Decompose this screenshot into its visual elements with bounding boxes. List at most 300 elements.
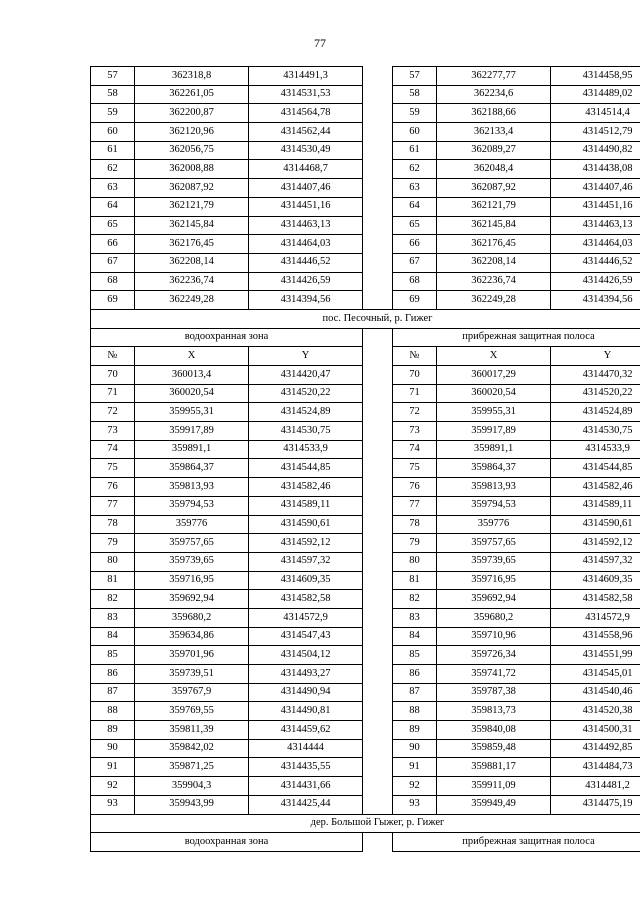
point-number: 81 <box>91 571 135 590</box>
y-coordinate: 4314592,12 <box>551 534 640 553</box>
y-coordinate: 4314490,82 <box>551 141 640 160</box>
point-number: 61 <box>91 141 135 160</box>
x-coordinate: 359716,95 <box>135 571 249 590</box>
y-coordinate: 4314463,13 <box>249 216 363 235</box>
point-number: 90 <box>91 739 135 758</box>
column-gap <box>363 291 393 310</box>
table-row <box>91 123 640 142</box>
column-gap <box>363 608 393 627</box>
y-coordinate: 4314504,12 <box>249 646 363 665</box>
x-coordinate: 359692,94 <box>437 590 551 609</box>
section-title: дер. Большой Гыжег, р. Гижег <box>91 814 640 833</box>
point-number: 85 <box>91 646 135 665</box>
y-coordinate: 4314481,2 <box>551 777 640 796</box>
y-coordinate: 4314597,32 <box>551 552 640 571</box>
table-row <box>91 366 640 385</box>
point-number: 80 <box>91 552 135 571</box>
x-coordinate: 359949,49 <box>437 795 551 814</box>
x-coordinate: 359881,17 <box>437 758 551 777</box>
zone-header-left: водоохранная зона <box>91 833 363 852</box>
column-gap <box>363 795 393 814</box>
x-coordinate: 359757,65 <box>437 534 551 553</box>
x-coordinate: 362200,87 <box>135 104 249 123</box>
column-gap <box>363 758 393 777</box>
x-coordinate: 360017,29 <box>437 366 551 385</box>
y-coordinate: 4314609,35 <box>249 571 363 590</box>
column-gap <box>363 347 393 366</box>
table-row <box>91 608 640 627</box>
table-row <box>91 534 640 553</box>
column-gap <box>363 384 393 403</box>
point-number: 58 <box>393 85 437 104</box>
point-number: 82 <box>393 590 437 609</box>
table-row <box>91 795 640 814</box>
y-coordinate: 4314544,85 <box>249 459 363 478</box>
page-number: 77 <box>314 36 326 50</box>
point-number: 63 <box>91 179 135 198</box>
column-gap <box>363 67 393 86</box>
point-number: 89 <box>91 721 135 740</box>
column-gap <box>363 85 393 104</box>
x-coordinate: 362236,74 <box>437 272 551 291</box>
x-coordinate: 362133,4 <box>437 123 551 142</box>
x-coordinate: 359943,99 <box>135 795 249 814</box>
point-number: 66 <box>91 235 135 254</box>
x-coordinate: 362145,84 <box>437 216 551 235</box>
point-number: 68 <box>393 272 437 291</box>
y-coordinate: 4314533,9 <box>249 440 363 459</box>
column-gap <box>363 459 393 478</box>
point-number: 57 <box>393 67 437 86</box>
x-coordinate: 359680,2 <box>437 608 551 627</box>
y-coordinate: 4314470,32 <box>551 366 640 385</box>
y-coordinate: 4314463,13 <box>551 216 640 235</box>
x-coordinate: 359776 <box>135 515 249 534</box>
table-row <box>91 384 640 403</box>
x-coordinate: 359859,48 <box>437 739 551 758</box>
column-gap <box>363 777 393 796</box>
table-row <box>91 403 640 422</box>
x-coordinate: 359716,95 <box>437 571 551 590</box>
y-coordinate: 4314544,85 <box>551 459 640 478</box>
column-gap <box>363 123 393 142</box>
y-coordinate: 4314490,94 <box>249 683 363 702</box>
y-coordinate: 4314533,9 <box>551 440 640 459</box>
y-coordinate: 4314490,81 <box>249 702 363 721</box>
point-number: 63 <box>393 179 437 198</box>
y-coordinate: 4314426,59 <box>551 272 640 291</box>
point-number: 76 <box>91 478 135 497</box>
y-coordinate: 4314446,52 <box>551 253 640 272</box>
table-row <box>91 552 640 571</box>
point-number: 62 <box>393 160 437 179</box>
x-coordinate: 362208,14 <box>135 253 249 272</box>
column-gap <box>363 272 393 291</box>
table-row <box>91 216 640 235</box>
y-coordinate: 4314589,11 <box>249 496 363 515</box>
column-gap <box>363 683 393 702</box>
x-coordinate: 362056,75 <box>135 141 249 160</box>
point-number: 88 <box>91 702 135 721</box>
point-number: 90 <box>393 739 437 758</box>
x-coordinate: 359680,2 <box>135 608 249 627</box>
x-coordinate: 359726,34 <box>437 646 551 665</box>
point-number: 69 <box>91 291 135 310</box>
table-row <box>91 683 640 702</box>
point-number: 93 <box>91 795 135 814</box>
y-coordinate: 4314590,61 <box>249 515 363 534</box>
table-row <box>91 160 640 179</box>
point-number: 65 <box>91 216 135 235</box>
y-coordinate: 4314493,27 <box>249 665 363 684</box>
y-coordinate: 4314540,46 <box>551 683 640 702</box>
point-number: 76 <box>393 478 437 497</box>
x-coordinate: 362089,27 <box>437 141 551 160</box>
table-row <box>91 515 640 534</box>
column-gap <box>363 702 393 721</box>
y-coordinate: 4314451,16 <box>551 197 640 216</box>
x-coordinate: 360020,54 <box>437 384 551 403</box>
column-gap <box>363 235 393 254</box>
point-number: 87 <box>91 683 135 702</box>
y-coordinate: 4314582,58 <box>249 590 363 609</box>
x-coordinate: 362208,14 <box>437 253 551 272</box>
point-number: 78 <box>393 515 437 534</box>
x-coordinate: 359787,38 <box>437 683 551 702</box>
column-header-row <box>91 347 640 366</box>
column-gap <box>363 552 393 571</box>
x-coordinate: 362121,79 <box>135 197 249 216</box>
point-number: 79 <box>91 534 135 553</box>
column-gap <box>363 104 393 123</box>
point-number: 86 <box>393 665 437 684</box>
point-number: 92 <box>91 777 135 796</box>
point-number: 58 <box>91 85 135 104</box>
y-coordinate: 4314589,11 <box>551 496 640 515</box>
x-coordinate: 362048,4 <box>437 160 551 179</box>
point-number: 70 <box>91 366 135 385</box>
point-number: 71 <box>91 384 135 403</box>
x-coordinate: 362188,66 <box>437 104 551 123</box>
y-coordinate: 4314431,66 <box>249 777 363 796</box>
x-coordinate: 359813,93 <box>437 478 551 497</box>
point-number: 91 <box>91 758 135 777</box>
y-coordinate: 4314551,99 <box>551 646 640 665</box>
point-number: 74 <box>91 440 135 459</box>
y-coordinate: 4314609,35 <box>551 571 640 590</box>
y-coordinate: 4314558,96 <box>551 627 640 646</box>
column-gap <box>363 478 393 497</box>
y-coordinate: 4314492,85 <box>551 739 640 758</box>
x-coordinate: 359767,9 <box>135 683 249 702</box>
x-coordinate: 359701,96 <box>135 646 249 665</box>
x-coordinate: 359871,25 <box>135 758 249 777</box>
point-number: 81 <box>393 571 437 590</box>
y-coordinate: 4314459,62 <box>249 721 363 740</box>
y-coordinate: 4314500,31 <box>551 721 640 740</box>
y-coordinate: 4314520,38 <box>551 702 640 721</box>
y-coordinate: 4314582,46 <box>249 478 363 497</box>
y-coordinate: 4314530,49 <box>249 141 363 160</box>
x-coordinate: 362008,88 <box>135 160 249 179</box>
y-coordinate: 4314572,9 <box>551 608 640 627</box>
x-coordinate: 362261,05 <box>135 85 249 104</box>
x-coordinate: 359955,31 <box>135 403 249 422</box>
y-coordinate: 4314524,89 <box>249 403 363 422</box>
y-coordinate: 4314407,46 <box>249 179 363 198</box>
point-number: 72 <box>393 403 437 422</box>
x-coordinate: 362145,84 <box>135 216 249 235</box>
y-coordinate: 4314545,01 <box>551 665 640 684</box>
table-row <box>91 758 640 777</box>
column-gap <box>363 534 393 553</box>
x-coordinate: 359794,53 <box>437 496 551 515</box>
point-number: 89 <box>393 721 437 740</box>
x-coordinate: 359769,55 <box>135 702 249 721</box>
y-coordinate: 4314420,47 <box>249 366 363 385</box>
y-coordinate: 4314562,44 <box>249 123 363 142</box>
column-gap <box>363 160 393 179</box>
column-gap <box>363 721 393 740</box>
x-coordinate: 359911,09 <box>437 777 551 796</box>
point-number: 66 <box>393 235 437 254</box>
table-row <box>91 721 640 740</box>
point-number: 92 <box>393 777 437 796</box>
point-number: 88 <box>393 702 437 721</box>
y-coordinate: 4314451,16 <box>249 197 363 216</box>
y-coordinate: 4314547,43 <box>249 627 363 646</box>
x-coordinate: 359710,96 <box>437 627 551 646</box>
y-coordinate: 4314444 <box>249 739 363 758</box>
y-coordinate: 4314531,53 <box>249 85 363 104</box>
point-number: 85 <box>393 646 437 665</box>
column-gap <box>363 253 393 272</box>
y-coordinate: 4314435,55 <box>249 758 363 777</box>
y-coordinate: 4314458,95 <box>551 67 640 86</box>
point-number: 59 <box>393 104 437 123</box>
point-number: 82 <box>91 590 135 609</box>
point-number: 78 <box>91 515 135 534</box>
point-number: 64 <box>91 197 135 216</box>
point-number: 60 <box>91 123 135 142</box>
point-number: 74 <box>393 440 437 459</box>
y-coordinate: 4314491,3 <box>249 67 363 86</box>
column-header: X <box>135 347 249 366</box>
y-coordinate: 4314572,9 <box>249 608 363 627</box>
y-coordinate: 4314512,79 <box>551 123 640 142</box>
table-row <box>91 141 640 160</box>
x-coordinate: 362249,28 <box>437 291 551 310</box>
x-coordinate: 362120,96 <box>135 123 249 142</box>
y-coordinate: 4314582,46 <box>551 478 640 497</box>
x-coordinate: 362087,92 <box>437 179 551 198</box>
table-row <box>91 777 640 796</box>
column-gap <box>363 496 393 515</box>
table-row <box>91 197 640 216</box>
point-number: 68 <box>91 272 135 291</box>
table-row <box>91 85 640 104</box>
x-coordinate: 359776 <box>437 515 551 534</box>
column-header: Y <box>249 347 363 366</box>
x-coordinate: 359955,31 <box>437 403 551 422</box>
x-coordinate: 359840,08 <box>437 721 551 740</box>
x-coordinate: 359739,65 <box>437 552 551 571</box>
x-coordinate: 360013,4 <box>135 366 249 385</box>
column-gap <box>363 197 393 216</box>
table-row <box>91 235 640 254</box>
x-coordinate: 362176,45 <box>437 235 551 254</box>
x-coordinate: 359813,93 <box>135 478 249 497</box>
table-row <box>91 571 640 590</box>
column-gap <box>363 646 393 665</box>
point-number: 79 <box>393 534 437 553</box>
point-number: 86 <box>91 665 135 684</box>
x-coordinate: 359811,39 <box>135 721 249 740</box>
column-header: № <box>91 347 135 366</box>
column-gap <box>363 366 393 385</box>
table-row <box>91 253 640 272</box>
x-coordinate: 359739,51 <box>135 665 249 684</box>
column-gap <box>363 216 393 235</box>
y-coordinate: 4314464,03 <box>551 235 640 254</box>
zone-header-left: водоохранная зона <box>91 328 363 347</box>
column-gap <box>363 515 393 534</box>
x-coordinate: 359739,65 <box>135 552 249 571</box>
point-number: 69 <box>393 291 437 310</box>
x-coordinate: 360020,54 <box>135 384 249 403</box>
x-coordinate: 359891,1 <box>437 440 551 459</box>
point-number: 91 <box>393 758 437 777</box>
column-gap <box>363 179 393 198</box>
column-gap <box>363 665 393 684</box>
y-coordinate: 4314514,4 <box>551 104 640 123</box>
x-coordinate: 359813,73 <box>437 702 551 721</box>
column-gap <box>363 590 393 609</box>
y-coordinate: 4314425,44 <box>249 795 363 814</box>
column-gap <box>363 440 393 459</box>
point-number: 75 <box>91 459 135 478</box>
column-gap <box>363 328 393 347</box>
point-number: 67 <box>393 253 437 272</box>
y-coordinate: 4314590,61 <box>551 515 640 534</box>
point-number: 73 <box>393 422 437 441</box>
table-row <box>91 496 640 515</box>
y-coordinate: 4314464,03 <box>249 235 363 254</box>
table-row <box>91 478 640 497</box>
y-coordinate: 4314394,56 <box>249 291 363 310</box>
y-coordinate: 4314592,12 <box>249 534 363 553</box>
x-coordinate: 359917,89 <box>437 422 551 441</box>
point-number: 83 <box>91 608 135 627</box>
point-number: 62 <box>91 160 135 179</box>
y-coordinate: 4314407,46 <box>551 179 640 198</box>
zone-header-row <box>91 328 640 347</box>
y-coordinate: 4314489,02 <box>551 85 640 104</box>
x-coordinate: 359904,3 <box>135 777 249 796</box>
point-number: 67 <box>91 253 135 272</box>
x-coordinate: 359842,02 <box>135 739 249 758</box>
x-coordinate: 362176,45 <box>135 235 249 254</box>
x-coordinate: 359794,53 <box>135 496 249 515</box>
y-coordinate: 4314468,7 <box>249 160 363 179</box>
point-number: 80 <box>393 552 437 571</box>
column-header: X <box>437 347 551 366</box>
point-number: 72 <box>91 403 135 422</box>
point-number: 57 <box>91 67 135 86</box>
y-coordinate: 4314564,78 <box>249 104 363 123</box>
x-coordinate: 362277,77 <box>437 67 551 86</box>
y-coordinate: 4314438,08 <box>551 160 640 179</box>
column-gap <box>363 627 393 646</box>
y-coordinate: 4314582,58 <box>551 590 640 609</box>
coordinates-table <box>90 66 640 852</box>
y-coordinate: 4314475,19 <box>551 795 640 814</box>
x-coordinate: 359757,65 <box>135 534 249 553</box>
y-coordinate: 4314524,89 <box>551 403 640 422</box>
table-row <box>91 646 640 665</box>
y-coordinate: 4314530,75 <box>551 422 640 441</box>
table-row <box>91 627 640 646</box>
x-coordinate: 362234,6 <box>437 85 551 104</box>
point-number: 75 <box>393 459 437 478</box>
y-coordinate: 4314446,52 <box>249 253 363 272</box>
table-row <box>91 104 640 123</box>
table-row <box>91 459 640 478</box>
column-gap <box>363 403 393 422</box>
table-row <box>91 739 640 758</box>
x-coordinate: 362249,28 <box>135 291 249 310</box>
section-title: пос. Песочный, р. Гижег <box>91 309 640 328</box>
table-row <box>91 665 640 684</box>
x-coordinate: 359891,1 <box>135 440 249 459</box>
point-number: 77 <box>393 496 437 515</box>
y-coordinate: 4314597,32 <box>249 552 363 571</box>
table-row <box>91 590 640 609</box>
table-row <box>91 702 640 721</box>
point-number: 60 <box>393 123 437 142</box>
point-number: 64 <box>393 197 437 216</box>
x-coordinate: 362121,79 <box>437 197 551 216</box>
table-row <box>91 422 640 441</box>
y-coordinate: 4314530,75 <box>249 422 363 441</box>
section-title-row <box>91 814 640 833</box>
y-coordinate: 4314394,56 <box>551 291 640 310</box>
y-coordinate: 4314520,22 <box>249 384 363 403</box>
column-header: Y <box>551 347 640 366</box>
point-number: 70 <box>393 366 437 385</box>
table-row <box>91 272 640 291</box>
x-coordinate: 359741,72 <box>437 665 551 684</box>
x-coordinate: 362318,8 <box>135 67 249 86</box>
point-number: 84 <box>91 627 135 646</box>
zone-header-right: прибрежная защитная полоса <box>393 833 640 852</box>
section-title-row <box>91 309 640 328</box>
point-number: 77 <box>91 496 135 515</box>
point-number: 93 <box>393 795 437 814</box>
zone-header-right: прибрежная защитная полоса <box>393 328 640 347</box>
point-number: 73 <box>91 422 135 441</box>
y-coordinate: 4314484,73 <box>551 758 640 777</box>
point-number: 84 <box>393 627 437 646</box>
y-coordinate: 4314426,59 <box>249 272 363 291</box>
column-gap <box>363 739 393 758</box>
y-coordinate: 4314520,22 <box>551 384 640 403</box>
point-number: 59 <box>91 104 135 123</box>
table-row <box>91 179 640 198</box>
table-row <box>91 440 640 459</box>
zone-header-row <box>91 833 640 852</box>
point-number: 65 <box>393 216 437 235</box>
